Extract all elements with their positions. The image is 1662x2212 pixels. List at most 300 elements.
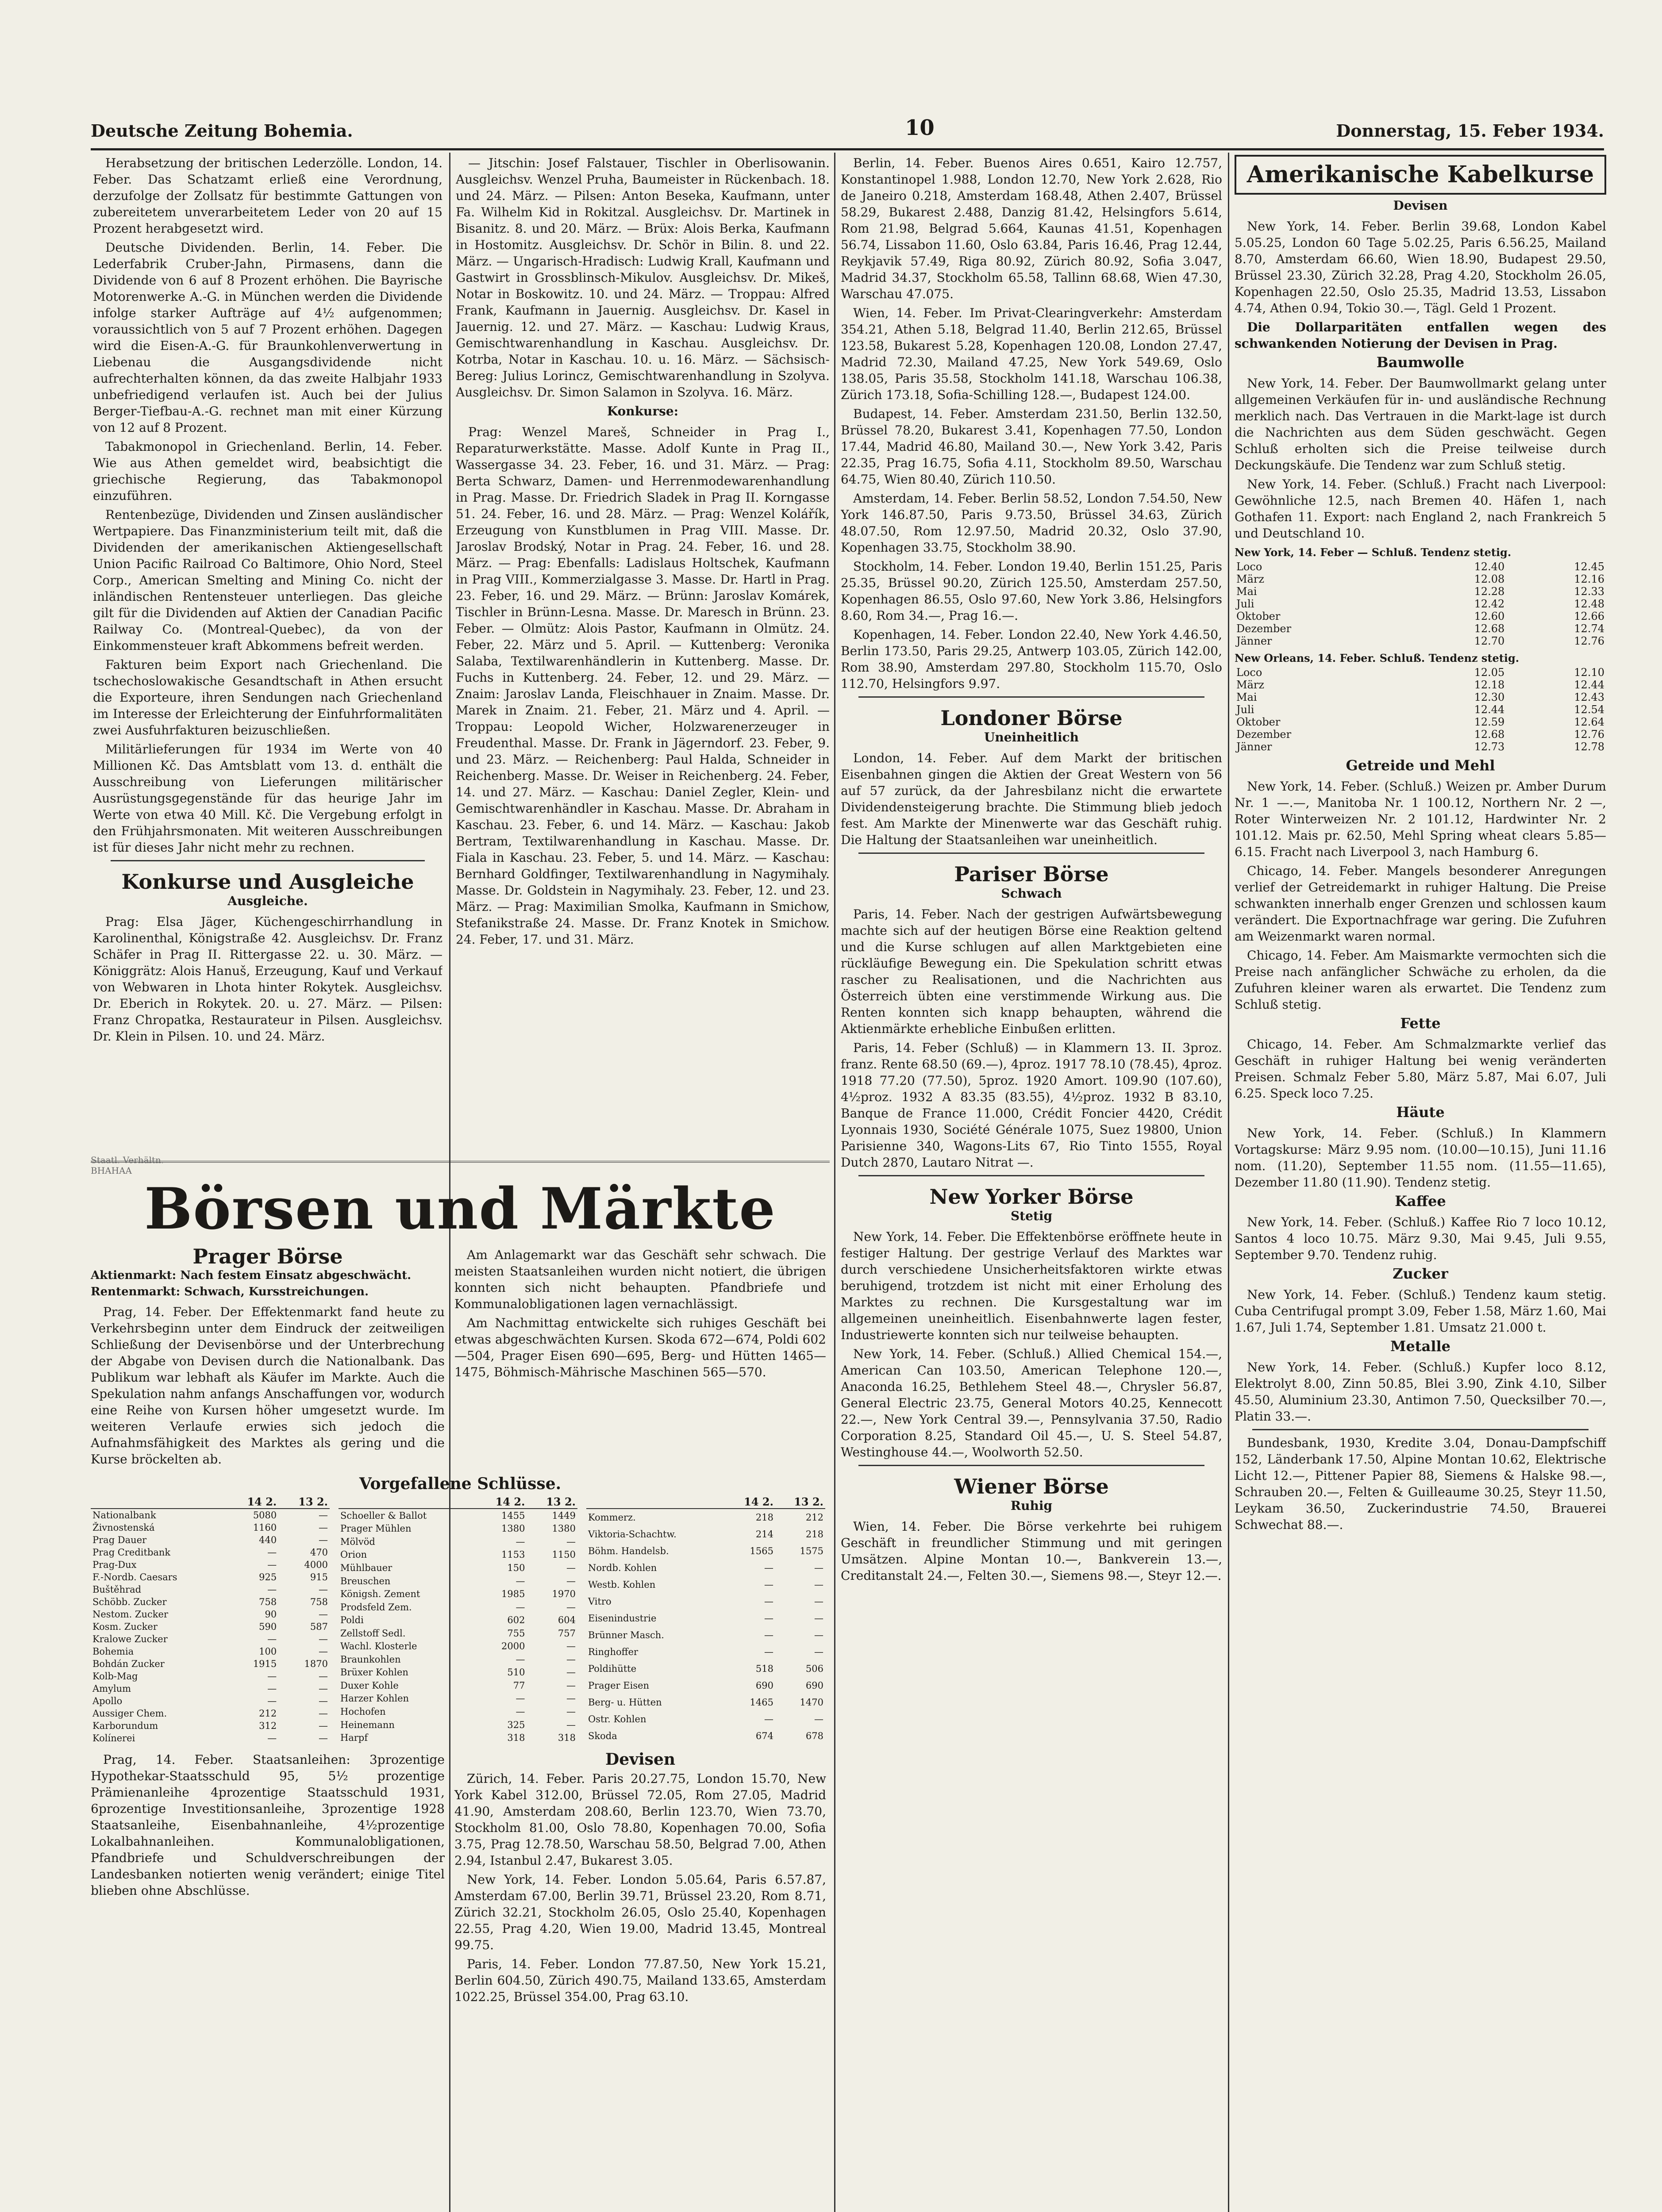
security-name: Böhm. Handelsb. xyxy=(588,1546,669,1557)
security-name: Zellstoff Sedl. xyxy=(340,1628,406,1639)
newspaper-name: Deutsche Zeitung Bohemia. xyxy=(91,121,353,141)
table-row xyxy=(1235,635,1606,647)
quote-value: — xyxy=(516,1575,525,1586)
table-row xyxy=(91,1732,330,1744)
table-row xyxy=(1235,610,1606,622)
quote-value: — xyxy=(814,1596,823,1607)
issue-date: Donnerstag, 15. Feber 1934. xyxy=(1336,121,1604,141)
quote-value: 100 xyxy=(259,1646,277,1657)
security-name: Breuschen xyxy=(340,1575,391,1586)
konkurse-heading: Konkurse: xyxy=(607,404,679,419)
quote-value: 12.16 xyxy=(1574,573,1604,585)
security-name: Nationalbank xyxy=(92,1510,156,1521)
table-row xyxy=(91,1608,330,1621)
quote-value: 925 xyxy=(259,1572,277,1582)
security-name: Juli xyxy=(1236,703,1254,716)
quote-value: — xyxy=(814,1613,823,1624)
quote-value: 1970 xyxy=(552,1589,576,1600)
security-name: Wachl. Klosterle xyxy=(340,1641,417,1652)
quote-value: — xyxy=(566,1667,576,1678)
security-name: Mai xyxy=(1236,691,1257,703)
security-name: Westb. Kohlen xyxy=(588,1579,656,1590)
table-row xyxy=(91,1583,330,1596)
dollarparitaeten-note: Die Dollarparitäten entfallen wegen des schwankenden Notierung der Devisen in Prag. xyxy=(1235,320,1606,351)
table-row xyxy=(339,1679,577,1692)
quote-value: 312 xyxy=(259,1720,277,1731)
quote-value: 12.60 xyxy=(1474,610,1505,622)
quote-value: — xyxy=(566,1719,576,1730)
quote-value: — xyxy=(319,1683,328,1694)
quote-value: — xyxy=(319,1733,328,1743)
fette-title: Fette xyxy=(1400,1015,1441,1032)
ausgleiche-continued: — Jitschin: Josef Falstauer, Tischler in Oberlisowanin. Ausgleichsv. Wenzel Pruha, Baumeister in Rückenbach. 18. und 24. März. — Pilsen: Anton Beseka, Kaufmann, unter Fa. Wilhelm Kid in Rokitzal. Ausgleichsv. Dr. Martinek in Bisanitz. 8. und 20. März. — Brüx: Alois Berka, Kaufmann in Hostomitz. Ausgleichsv. Dr. Schör in Bilin. 8. und 22. März. — Ungarisch-Hradisch: Ludwig Krall, Kaufmann und Gastwirt in Grossblinsch-Mikulov. Ausgleichsv. Dr. Mikeš, Notar in Boskowitz. 10. und 24. März. — Troppau: Alfred Frank, Kaufmann in Jauernig. Ausgleichsv. Dr. Kasel in Jauernig. 12. und 27. März. — Kaschau: Ludwig Kraus, Gemischtwarenhandlung in Kaschau. Ausgleichsv. Dr. Kotrba, Notar in Kaschau. 10. u. 16. März. — Sächsisch-Bereg: Julius Lorincz, Gemischtwarenhandlung in Szolyva. Ausgleichsv. Dr. Simon Salamon in Szolyva. 16. März. xyxy=(456,156,830,399)
quote-value: 1985 xyxy=(501,1589,525,1600)
metalle-report: New York, 14. Feber. (Schluß.) Kupfer loco 8.12, Elektrolyt 8.00, Zinn 50.85, Blei 3.90, Zink 4.10, Silber 45.50, Aluminium 23.30, Antimon 7.50, Quecksilber 70.—, Platin 33.—. xyxy=(1235,1360,1606,1424)
quote-value: — xyxy=(319,1535,328,1545)
table-row xyxy=(586,1728,825,1744)
quote-value: — xyxy=(267,1547,277,1558)
quote-value: — xyxy=(319,1510,328,1521)
security-name: Ringhoffer xyxy=(588,1647,639,1658)
quote-value: 12.42 xyxy=(1474,598,1505,610)
londoner-report: London, 14. Feber. Auf dem Markt der britischen Eisenbahnen gingen die Aktien der Great Western von 56 auf 57 zurück, da der Jahresbilanz nicht die erwartete Dividendensteigerung brachte. Die Stimmung blieb jedoch fest. Am Markte der Minenwerte war das Geschäft ruhig. Die Haltung der Staatsanleihen war uneinheitlich. xyxy=(841,751,1222,847)
quote-value: — xyxy=(516,1654,525,1665)
table-row xyxy=(586,1627,825,1644)
devisen-budapest: Budapest, 14. Feber. Amsterdam 231.50, Berlin 132.50, Brüssel 78.20, Bukarest 3.41, Kopenhagen 77.50, London 17.44, Madrid 46.80, Mailand 30.—, New York 3.42, Paris 22.35, Prag 16.75, Sofia 4.11, Stockholm 89.50, Warschau 64.75, Wien 80.40, Zürich 110.50. xyxy=(841,407,1222,487)
security-name: Nestom. Zucker xyxy=(92,1609,168,1620)
security-name: Mai xyxy=(1236,585,1257,598)
quote-value: 12.74 xyxy=(1574,622,1604,635)
table-row xyxy=(91,1670,330,1682)
divider xyxy=(858,696,1204,698)
devisen-title: Devisen xyxy=(605,1750,676,1769)
quote-value: — xyxy=(566,1601,576,1613)
nachmittag-report: Am Nachmittag entwickelte sich ruhiges Geschäft bei etwas abgeschwächten Kursen. Skoda 672—674, Poldi 602—504, Prager Eisen 690—695, Berg- und Hütten 1465—1475, Böhmisch-Mährische Maschinen 565—570. xyxy=(454,1316,826,1379)
article-lederzoelle: Herabsetzung der britischen Lederzölle. London, 14. Feber. Das Schatzamt erließ eine Verordnung, derzufolge der Zollsatz für bestimmte Gattungen von zubereitetem unverarbeitetem Leder von 20 auf 15 Prozent herabgesetzt wird. xyxy=(93,156,442,236)
table-row xyxy=(586,1660,825,1677)
quote-value: 12.40 xyxy=(1474,561,1505,573)
security-name: Kommerz. xyxy=(588,1512,636,1523)
cotton-ny-table xyxy=(1235,561,1606,647)
table-row xyxy=(91,1534,330,1546)
security-name: Kralowe Zucker xyxy=(92,1634,168,1644)
quote-value: 758 xyxy=(259,1597,277,1607)
table-row xyxy=(1235,666,1606,679)
table-row xyxy=(91,1546,330,1559)
mais-chicago: Chicago, 14. Feber. Am Maismarkte vermochten sich die Preise nach anfänglicher Schwäche zu erholen, da die Zufuhren kleiner waren als erwartet. Die Tendenz zum Schluß stetig. xyxy=(1235,948,1606,1012)
security-name: Prager Mühlen xyxy=(340,1523,412,1534)
quote-value: 12.08 xyxy=(1474,573,1505,585)
quote-value: 1565 xyxy=(750,1546,773,1557)
table-row xyxy=(91,1707,330,1720)
prager-title: Prager Börse xyxy=(192,1244,343,1268)
quote-value: 12.54 xyxy=(1574,703,1604,716)
quote-value: — xyxy=(319,1634,328,1644)
wiener-subtitle: Ruhig xyxy=(1010,1498,1053,1513)
kurs-table-2: 14 2. 13 2. Schoeller & Ballot 1455 1449 Prager Mühlen 1380 1380 Mölvöd — — Orion 1153 1150 Mühlbauer 150 — Breuschen — — Königsh. Zement 1985 1970 Prodsfeld Zem. — — Poldi 602 604 Zellstoff Sedl. 755 757 Wachl. Klosterle 2000 — Braunkohlen — — Brüxer Kohlen 510 — Duxer Kohle 77 — Harzer Kohlen — — Hochofen — — Heinemann 325 — Harpf 318 318 xyxy=(339,1496,577,1744)
quote-value: 506 xyxy=(805,1663,823,1674)
security-name: Mühlbauer xyxy=(340,1563,392,1573)
anlagemarkt-report: Am Anlagemarkt war das Geschäft sehr schwach. Die meisten Staatsanleihen wurden nicht notiert, die übrigen konnten sich nicht behaupten. Pfandbriefe und Kommunalobligationen lagen vernachlässigt. xyxy=(454,1248,826,1311)
quote-value: — xyxy=(516,1601,525,1613)
table-row xyxy=(339,1640,577,1653)
devisen-newyork: New York, 14. Feber. London 5.05.64, Paris 6.57.87, Amsterdam 67.00, Berlin 39.71, Brüssel 23.20, Rom 8.71, Zürich 32.21, Stockholm 26.05, Oslo 25.40, Kopenhagen 22.55, Prag 4.20, Wien 19.00, Madrid 13.45, Montreal 99.75. xyxy=(454,1872,826,1952)
table-row xyxy=(339,1731,577,1744)
quote-value: 757 xyxy=(558,1628,576,1639)
table-row xyxy=(91,1682,330,1695)
quote-value: 604 xyxy=(558,1615,576,1626)
table-row xyxy=(339,1718,577,1732)
quote-value: — xyxy=(319,1646,328,1657)
article-militaerlieferungen: Militärlieferungen für 1934 im Werte von 40 Millionen Kč. Das Amtsblatt vom 13. d. enthält die Ausschreibung von Lieferungen militärischer Ausrüstungsgegenstände für das heurige Jahr im Werte von etwa 40 Mill. Kč. Die Vergebung erfolgt in den Frühjahrsmonaten. Mit weiteren Ausschreibungen ist für dieses Jahr nicht mehr zu rechnen. xyxy=(93,742,442,855)
security-name: Apollo xyxy=(92,1696,123,1706)
lower-boersen xyxy=(91,1751,830,2008)
security-name: Prodsfeld Zem. xyxy=(340,1601,412,1613)
security-name: Prag Creditbank xyxy=(92,1547,171,1558)
wiener-report: Wien, 14. Feber. Die Börse verkehrte bei ruhigem Geschäft in freundlicher Stimmung und mit geringen Umsätzen. Alpine Montan 10.—, Bankverein 13.—, Creditanstalt 24.—, Felten 30.—, Siemens 98.—, Steyr 12.—. xyxy=(841,1519,1222,1583)
table-row xyxy=(1235,679,1606,691)
londoner-subtitle: Uneinheitlich xyxy=(984,730,1079,745)
security-name: Nordb. Kohlen xyxy=(588,1563,657,1574)
newyorker-title: New Yorker Börse xyxy=(929,1185,1134,1209)
article-rentenbezuege: Rentenbezüge, Dividenden und Zinsen ausländischer Wertpapiere. Das Finanzministerium teilt mit, daß die Dividenden der amerikanischen Aktiengesellschaft Union Pacific Railroad Co Baltimore, Ohio Nord, Steel Corp., American Smelting and Mining Co. nicht der inländischen Rentensteuer unterliegen. Das gleiche gilt für die Dividenden auf Aktien der Canadian Pacific Railway Co. (Montreal-Quebec), da von der Einkommensteuer kraft Abkommens befreit werden. xyxy=(93,507,442,653)
table-row xyxy=(339,1653,577,1666)
quote-value: — xyxy=(516,1536,525,1547)
devisen-berlin: Berlin, 14. Feber. Buenos Aires 0.651, Kairo 12.757, Konstantinopel 1.988, London 12.70, New York 2.628, Rio de Janeiro 0.218, Amsterdam 168.48, Athen 2.407, Brüssel 58.29, Bukarest 2.488, Danzig 81.42, Helsingfors 5.614, Rom 21.98, Belgrad 5.664, Kaunas 41.51, Kopenhagen 56.74, Lissabon 11.60, Oslo 63.84, Paris 16.46, Prag 12.44, Reykjavik 57.49, Riga 80.92, Zürich 80.92, Sofia 3.047, Madrid 34.37, Stockholm 65.58, Tallinn 68.68, Wien 47.30, Warschau 47.075. xyxy=(841,156,1222,301)
table-row xyxy=(91,1621,330,1633)
wiener-kurse-list: Bundesbank, 1930, Kredite 3.04, Donau-Dampfschiff 152, Länderbank 17.50, Alpine Montan 10.62, Elektrische Licht 12.—, Pittener Papier 88, Siemens & Halske 98.—, Schrauben 20.—, Felten & Guilleaume 30.25, Steyr 11.50, Leykam 36.50, Zuckerindustrie 74.50, Brauerei Schwechat 88.—. xyxy=(1235,1436,1606,1532)
quote-value: 77 xyxy=(513,1680,525,1691)
quote-value: — xyxy=(319,1671,328,1682)
quote-value: 12.78 xyxy=(1574,741,1604,753)
quote-value: — xyxy=(566,1654,576,1665)
haeute-report: New York, 14. Feber. (Schluß.) In Klammern Vortagskurse: März 9.95 nom. (10.00—10.15), Juni 11.16 nom. (11.20), September 11.55 nom. (11.55—11.65), Dezember 11.80 (11.90). Tendenz stetig. xyxy=(1235,1126,1606,1190)
security-name: Jänner xyxy=(1236,741,1272,753)
security-name: Dezember xyxy=(1236,728,1292,741)
prager-report: Prag, 14. Feber. Der Effektenmarkt fand heute zu Verkehrsbeginn unter dem Eindruck der zeitweiligen Schließung der Devisenbörse und der Unterbrechung der Abgabe von Devisen durch die Nationalbank. Das Publikum war lebhaft als Käufer im Markte. Auch die Spekulation nahm anfangs Anschaffungen vor, wodurch eine Reihe von Kursen höher umgesetzt wurde. Im weiteren Verlaufe erwies sich jedoch die Aufnahmsfähigkeit des Marktes als gering und die Kurse bröckelten ab. xyxy=(91,1305,445,1467)
table-row xyxy=(339,1666,577,1679)
table-row xyxy=(1235,598,1606,610)
quote-value: — xyxy=(319,1720,328,1731)
staatsanleihen: Prag, 14. Feber. Staatsanleihen: 3prozentige Hypothekar-Staatsschuld 95, 5½ prozentige Prämienanleihe 4prozentige Staatsschuld 1931, 6prozentige Investitionsanleihe, 3prozentige 1928 Staatsanleihe, Eisenbahnanleihe, 4½prozentige Lokalbahnanleihen. Kommunalobligationen, Pfandbriefe und Schuldverschreibungen der Landesbanken notierten wenig verändert; einige Titel blieben ohne Abschlüsse. xyxy=(91,1752,445,1898)
table-row xyxy=(91,1509,330,1521)
quote-value: 325 xyxy=(507,1719,525,1730)
table-row xyxy=(91,1695,330,1707)
quote-value: — xyxy=(814,1563,823,1574)
zucker-title: Zucker xyxy=(1393,1265,1448,1282)
quote-value: 590 xyxy=(259,1621,277,1632)
quote-value: — xyxy=(267,1683,277,1694)
quote-value: 12.43 xyxy=(1574,691,1604,703)
table-row xyxy=(339,1692,577,1705)
table-row xyxy=(586,1559,825,1576)
security-name: Duxer Kohle xyxy=(340,1680,399,1691)
security-name: März xyxy=(1236,679,1264,691)
quote-value: 4000 xyxy=(304,1559,328,1570)
table-row xyxy=(339,1601,577,1614)
quote-value: 602 xyxy=(507,1615,525,1626)
quote-value: 1870 xyxy=(304,1659,328,1669)
table-row xyxy=(586,1576,825,1593)
quote-value: 12.05 xyxy=(1474,666,1505,679)
quote-value: — xyxy=(267,1671,277,1682)
kaffee-report: New York, 14. Feber. (Schluß.) Kaffee Rio 7 loco 10.12, Santos 4 loco 10.75. März 9.30, Mai 9.45, Juli 9.55, September 9.70. Tendenz ruhig. xyxy=(1235,1215,1606,1262)
quote-value: 1455 xyxy=(501,1510,525,1521)
table-row xyxy=(586,1694,825,1711)
column-rule xyxy=(834,153,835,2212)
quote-value: — xyxy=(516,1706,525,1717)
security-name: Kosm. Zucker xyxy=(92,1621,158,1632)
table-row xyxy=(586,1711,825,1728)
quote-value: 1575 xyxy=(800,1546,823,1557)
quote-value: 2000 xyxy=(501,1641,525,1652)
table-row xyxy=(91,1645,330,1658)
devisen-zuerich: Zürich, 14. Feber. Paris 20.27.75, London 15.70, New York Kabel 312.00, Brüssel 72.05, Rom 27.05, Madrid 41.90, Amsterdam 208.60, Berlin 123.70, Wien 73.70, Stockholm 81.00, Oslo 78.80, Kopenhagen 70.00, Sofia 3.75, Prag 12.78.50, Warschau 58.50, Belgrad 7.00, Athen 2.94, Istanbul 2.47, Bukarest 3.05. xyxy=(454,1771,826,1868)
londoner-title: Londoner Börse xyxy=(940,706,1123,730)
metalle-title: Metalle xyxy=(1390,1338,1450,1355)
devisen-kopenhagen: Kopenhagen, 14. Feber. London 22.40, New York 4.46.50, Berlin 173.50, Paris 29.25, Antwerp 103.05, Zürich 142.00, Rom 38.90, Amsterdam 297.80, Stockholm 115.70, Oslo 112.70, Helsingfors 9.97. xyxy=(841,627,1222,691)
quote-value: 758 xyxy=(310,1597,328,1607)
quote-value: 1470 xyxy=(800,1697,823,1708)
quote-value: — xyxy=(764,1713,773,1724)
devisen-paris: Paris, 14. Feber. London 77.87.50, New York 15.21, Berlin 604.50, Zürich 490.75, Mailand 133.65, Amsterdam 1022.25, Brüssel 354.00, Prag 63.10. xyxy=(454,1957,826,2004)
security-name: Bohdán Zucker xyxy=(92,1659,165,1669)
table-row xyxy=(339,1522,577,1536)
security-name: Berg- u. Hütten xyxy=(588,1697,662,1708)
cotton-no-table xyxy=(1235,666,1606,753)
quote-value: 12.76 xyxy=(1574,635,1604,647)
quote-value: 12.33 xyxy=(1574,585,1604,598)
baumwolle-fracht: New York, 14. Feber. (Schluß.) Fracht nach Liverpool: Gewöhnliche 12.5, nach Bremen 40. Häfen 1, nach Gothafen 11. Export: nach England 2, nach Frankreich 5 und Deutschland 10. xyxy=(1235,477,1606,541)
security-name: Poldi xyxy=(340,1615,364,1626)
table-row xyxy=(586,1644,825,1660)
kabelkurse-devisen: New York, 14. Feber. Berlin 39.68, London Kabel 5.05.25, London 60 Tage 5.02.25, Paris 6.56.25, Mailand 8.70, Amsterdam 66.60, Wien 18.90, Budapest 29.50, Brüssel 23.30, Zürich 32.28, Prag 4.20, Stockholm 26.05, Kopenhagen 22.50, Oslo 25.35, Madrid 13.53, Lissabon 4.74, Athen 0.94, Tokio 30.—, Tägl. Geld 1 Prozent. xyxy=(1235,219,1606,315)
article-dividenden: Deutsche Dividenden. Berlin, 14. Feber. Die Lederfabrik Cruber-Jahn, Pirmasens, dann die Dividende von 6 auf 8 Prozent erhöhen. Die Bayrische Motorenwerke A.-G. in München werden die Dividende infolge starker Aufträge auf 4½ aufgenommen; voraussichtlich von 5 auf 7 Prozent erhöhen. Dagegen wird die Eisen-A.-G. für Braunkohlenverwertung in Liebenau die Ausgangsdividende nicht aufrechterhalten können, da das zweite Halbjahr 1933 unbefriedigend verlaufen ist. Auch bei der Julius Berger-Tiefbau-A.-G. rechnet man mit einer Kürzung von 12 auf 8 Prozent. xyxy=(93,240,442,435)
quote-value: 690 xyxy=(755,1680,773,1691)
zucker-report: New York, 14. Feber. (Schluß.) Tendenz kaum stetig. Cuba Centrifugal prompt 3.09, Feber 1.58, März 1.60, Mai 1.67, Juli 1.74, September 1.81. Umsatz 21.000 t. xyxy=(1235,1287,1606,1335)
devisen-amsterdam: Amsterdam, 14. Feber. Berlin 58.52, London 7.54.50, New York 146.87.50, Paris 9.73.50, Brüssel 34.63, Zürich 48.07.50, Rom 12.97.50, Madrid 20.32, Oslo 37.90, Kopenhagen 33.75, Stockholm 38.90. xyxy=(841,491,1222,555)
prager-boerse-cont xyxy=(454,1247,826,1467)
quote-value: — xyxy=(566,1641,576,1652)
quote-value: — xyxy=(814,1713,823,1724)
quote-value: — xyxy=(764,1647,773,1658)
security-name: Karborundum xyxy=(92,1720,158,1731)
security-name: Brüxer Kohlen xyxy=(340,1667,408,1678)
quote-value: 150 xyxy=(507,1563,525,1573)
security-name: Jänner xyxy=(1236,635,1272,647)
kaffee-title: Kaffee xyxy=(1395,1193,1446,1210)
security-name: Buštěhrad xyxy=(92,1584,142,1595)
table-row xyxy=(91,1596,330,1608)
quote-value: 218 xyxy=(755,1512,773,1523)
quote-value: 12.76 xyxy=(1574,728,1604,741)
archive-stamp: Staatl. Verhältn. BHAHAA xyxy=(91,1155,164,1176)
schluesse-title: Vorgefallene Schlüsse. xyxy=(359,1475,562,1493)
devisen-section xyxy=(454,1751,826,2008)
table-row xyxy=(339,1575,577,1588)
devisen-wien: Wien, 14. Feber. Im Privat-Clearingverkehr: Amsterdam 354.21, Athen 5.18, Belgrad 11.40, Berlin 212.65, Brüssel 123.58, Bukarest 5.28, Kopenhagen 120.08, London 27.47, Madrid 72.30, Mailand 47.25, New York 549.69, Oslo 138.05, Paris 35.58, Stockholm 141.18, Warschau 106.38, Zürich 173.18, Sofia-Schilling 128.—, Budapest 124.00. xyxy=(841,306,1222,402)
quote-value: 12.30 xyxy=(1474,691,1505,703)
security-name: Dezember xyxy=(1236,622,1292,635)
quote-value: — xyxy=(814,1630,823,1641)
quote-value: — xyxy=(764,1613,773,1624)
security-name: Kolb-Mag xyxy=(92,1671,138,1682)
wiener-title: Wiener Börse xyxy=(954,1475,1109,1498)
security-name: Skoda xyxy=(588,1730,617,1741)
quote-value: 510 xyxy=(507,1667,525,1678)
quote-value: — xyxy=(566,1706,576,1717)
quote-value: 12.44 xyxy=(1474,703,1505,716)
quote-value: 12.68 xyxy=(1474,728,1505,741)
prager-aktienmarkt: Aktienmarkt: Nach festem Einsatz abgeschwächt. xyxy=(91,1269,412,1282)
cotton-no-head: New Orleans, 14. Feber. Schluß. Tendenz stetig. xyxy=(1235,652,1520,664)
quote-value: 1465 xyxy=(750,1697,773,1708)
quote-value: — xyxy=(566,1575,576,1586)
table-row xyxy=(586,1677,825,1694)
table-row xyxy=(91,1571,330,1583)
quote-value: 318 xyxy=(507,1732,525,1743)
quote-value: 518 xyxy=(755,1663,773,1674)
security-name: Loco xyxy=(1236,666,1262,679)
table-row xyxy=(586,1526,825,1543)
table-row xyxy=(91,1521,330,1534)
quote-value: — xyxy=(319,1609,328,1620)
fette-report: Chicago, 14. Feber. Am Schmalzmarkte verlief das Geschäft in ruhiger Haltung bei wenig veränderten Preisen. Schmalz Feber 5.80, März 5.87, Mai 6.07, Juli 6.25. Speck loco 7.25. xyxy=(1235,1037,1606,1101)
quote-value: 212 xyxy=(805,1512,823,1523)
getreide-title: Getreide und Mehl xyxy=(1346,757,1495,774)
table-row xyxy=(91,1559,330,1571)
table-row xyxy=(339,1561,577,1575)
quote-value: 12.70 xyxy=(1474,635,1505,647)
section-title-konkurse: Konkurse und Ausgleiche xyxy=(121,870,414,894)
quote-value: — xyxy=(764,1579,773,1590)
devisen-stockholm: Stockholm, 14. Feber. London 19.40, Berlin 151.25, Paris 25.35, Brüssel 90.20, Zürich 125.50, Amsterdam 257.50, Kopenhagen 86.55, Oslo 97.60, New York 3.86, Helsingfors 8.60, Rom 34.—, Prag 16.—. xyxy=(841,559,1222,623)
security-name: Aussiger Chem. xyxy=(92,1708,167,1719)
quote-value: 440 xyxy=(259,1535,277,1545)
quote-value: 12.48 xyxy=(1574,598,1604,610)
quote-value: 1150 xyxy=(552,1549,576,1560)
page-number: 10 xyxy=(905,115,935,140)
table-row xyxy=(1235,561,1606,573)
newyorker-subtitle: Stetig xyxy=(1010,1209,1053,1223)
boersen-block xyxy=(91,1155,830,2008)
prager-boerse xyxy=(91,1244,445,1467)
quote-value: — xyxy=(319,1584,328,1595)
column-3 xyxy=(841,155,1222,2212)
table-row xyxy=(1235,573,1606,585)
quote-value: — xyxy=(319,1708,328,1719)
table-row xyxy=(339,1627,577,1640)
security-name: Juli xyxy=(1236,598,1254,610)
quote-value: — xyxy=(267,1559,277,1570)
quote-value: — xyxy=(267,1634,277,1644)
pariser-kurse: Paris, 14. Feber (Schluß) — in Klammern 13. II. 3proz. franz. Rente 68.50 (69.—), 4proz. 1917 78.10 (78.45), 4proz. 1918 77.20 (77.50), 5proz. 1920 Amort. 109.90 (107.60), 4½proz. 1932 A 83.35 (83.55), 4½proz. 1932 B 83.10, Banque de France 11.000, Crédit Foncier 4420, Crédit Lyonnais 1930, Société Générale 1075, Suez 19800, Union Parisienne 340, Wagons-Lits 67, Rio Tinto 1555, Royal Dutch 2870, Lautaro Nitrat —. xyxy=(841,1041,1222,1170)
quote-value: 1915 xyxy=(253,1659,277,1669)
quote-value: — xyxy=(814,1647,823,1658)
quote-value: 755 xyxy=(507,1628,525,1639)
security-name: Oktober xyxy=(1236,716,1281,728)
security-name: Schoeller & Ballot xyxy=(340,1510,427,1521)
quote-value: 90 xyxy=(265,1609,277,1620)
table-row xyxy=(586,1593,825,1610)
security-name: Oktober xyxy=(1236,610,1281,622)
quote-value: 12.73 xyxy=(1474,741,1505,753)
newyorker-report: New York, 14. Feber. Die Effektenbörse eröffnete heute in festiger Haltung. Der gestrige Verlauf des Marktes war durch verschiedene Unsicherheitsfaktoren wirkte etwas beruhigend, trotzdem ist nicht mit einer Erholung des Marktes zu rechnen. Die Kursgestaltung war im allgemeinen uneinheitlich. Eisenbahnwerte lagen fester, Industriewerte konnten sich nur teilweise behaupten. xyxy=(841,1229,1222,1342)
security-name: Bohemia xyxy=(92,1646,134,1657)
haeute-title: Häute xyxy=(1396,1104,1445,1121)
quote-value: — xyxy=(566,1693,576,1704)
pariser-report: Paris, 14. Feber. Nach der gestrigen Aufwärtsbewegung machte sich auf der heutigen Börse eine Reaktion geltend und die Kurse schlugen auf allen Marktgebieten eine rückläufige Bewegung ein. Die Spekulation schritt etwas rascher zu Realisationen, und die Nachrichten aus Österreich übten eine verstimmende Wirkung aus. Die Renten konnten sich knapp behaupten, während die Aktienmärkte erhebliche Einbußen erlitten. xyxy=(841,907,1222,1036)
quote-value: 1153 xyxy=(501,1549,525,1560)
divider xyxy=(858,1175,1204,1176)
security-name: Živnostenská xyxy=(92,1522,155,1533)
boersen-title: Börsen und Märkte xyxy=(144,1176,776,1242)
table-row xyxy=(1235,741,1606,753)
table-row xyxy=(1235,703,1606,716)
article-tabakmonopol: Tabakmonopol in Griechenland. Berlin, 14. Feber. Wie aus Athen gemeldet wird, beabsichtigt die griechische Regierung, das Tabakmonopol einzuführen. xyxy=(93,439,442,503)
table-row xyxy=(339,1587,577,1601)
column-rule xyxy=(1228,153,1229,2212)
quote-value: — xyxy=(267,1696,277,1706)
cotton-ny-head: New York, 14. Feber — Schluß. Tendenz stetig. xyxy=(1235,546,1512,559)
quote-value: — xyxy=(267,1584,277,1595)
quote-value: 678 xyxy=(805,1730,823,1741)
pariser-subtitle: Schwach xyxy=(1001,886,1062,901)
table-row xyxy=(1235,622,1606,635)
column-2-top xyxy=(456,155,830,1172)
quote-value: 1380 xyxy=(552,1523,576,1534)
divider xyxy=(858,853,1204,854)
pariser-title: Pariser Börse xyxy=(954,862,1109,886)
table-row xyxy=(91,1658,330,1670)
divider xyxy=(111,860,425,861)
prager-rentenmarkt: Rentenmarkt: Schwach, Kursstreichungen. xyxy=(91,1285,369,1298)
ausgleiche-list: Prag: Elsa Jäger, Küchengeschirrhandlung in Karolinenthal, Königstraße 42. Ausgleichsv. Dr. Franz Schäfer in Prag II. Rittergasse 22. u. 30. März. — Königgrätz: Alois Hanuš, Erzeugung, Kauf und Verkauf von Webwaren in Lhota hinter Rokytek. Ausgleichsv. Dr. Eberich in Rokytek. 20. u. 27. März. — Pilsen: Franz Chropatka, Restaurateur in Pilsen. Ausgleichsv. Dr. Klein in Pilsen. 10. und 24. März. xyxy=(93,914,442,1044)
security-name: Königsh. Zement xyxy=(340,1589,420,1600)
kurs-tables xyxy=(91,1496,830,1744)
quote-value: 12.68 xyxy=(1474,622,1505,635)
quote-value: — xyxy=(764,1596,773,1607)
table-row xyxy=(339,1509,577,1522)
quote-value: 12.59 xyxy=(1474,716,1505,728)
security-name: Prag Dauer xyxy=(92,1535,147,1545)
quote-value: 674 xyxy=(755,1730,773,1741)
quote-value: 12.10 xyxy=(1574,666,1604,679)
quote-value: 318 xyxy=(558,1732,576,1743)
security-name: Heinemann xyxy=(340,1719,395,1730)
security-name: Eisenindustrie xyxy=(588,1613,657,1624)
getreide-chicago: Chicago, 14. Feber. Mangels besonderer Anregungen verlief der Getreidemarkt in ruhiger Haltung. Die Preise schwankten innerhalb enger Grenzen und schlossen kaum verändert. Die Exportnachfrage war gering. Die Zufuhren am Weizenmarkt waren normal. xyxy=(1235,864,1606,944)
quote-value: 915 xyxy=(310,1572,328,1582)
divider xyxy=(1252,1429,1589,1430)
table-row xyxy=(586,1509,825,1526)
security-name: Schöbb. Zucker xyxy=(92,1597,167,1607)
quote-value: — xyxy=(566,1680,576,1691)
security-name: Orion xyxy=(340,1549,367,1560)
security-name: Brünner Masch. xyxy=(588,1630,664,1641)
kabelkurse-devisen-sub: Devisen xyxy=(1393,198,1448,213)
security-name: Poldihütte xyxy=(588,1663,637,1674)
article-fakturen: Fakturen beim Export nach Griechenland. Die tschechoslowakische Gesandtschaft in Athen ersucht die Exporteure, ihren Sendungen nach Griechenland im Interesse der Erleichterung der Einfuhrformalitäten zwei Ausfuhrfakturen beizuschließen. xyxy=(93,657,442,737)
table-row xyxy=(91,1720,330,1732)
quote-value: 1160 xyxy=(253,1522,277,1533)
quote-value: 12.64 xyxy=(1574,716,1604,728)
security-name: F.-Nordb. Caesars xyxy=(92,1572,177,1582)
quote-value: — xyxy=(319,1522,328,1533)
table-row xyxy=(1235,585,1606,598)
baumwolle-report: New York, 14. Feber. Der Baumwollmarkt gelang unter allgemeinen Verkäufen für in- und ausländische Rechnung merklich nach. Das Vertrauen in die Markt-lage ist durch die Nachrichten aus dem Süden geschwächt. Gegen Schluß erholten sich die Preise teilweise durch Deckungskäufe. Die Tendenz war zum Schluß stetig. xyxy=(1235,376,1606,472)
quote-value: — xyxy=(516,1693,525,1704)
